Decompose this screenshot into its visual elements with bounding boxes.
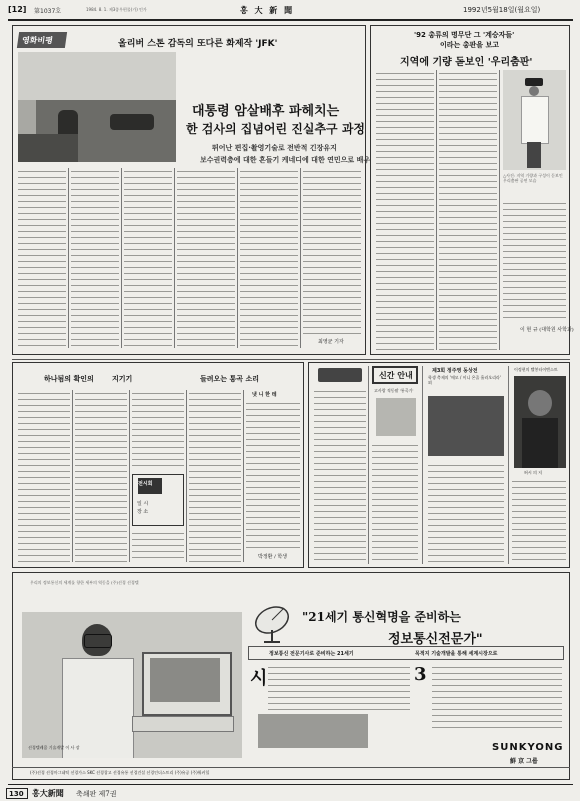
dance-byline: 이 현 규 (대학원 사학과) — [520, 327, 574, 333]
film-body-col6 — [303, 168, 361, 336]
page-number-box — [6, 788, 28, 799]
footer-paper-name: 홍大新聞 — [32, 788, 64, 798]
book-cover-photo — [376, 398, 416, 436]
engineer-photo — [22, 612, 242, 758]
notices-col4 — [512, 478, 566, 562]
ad-headline-line1: "21세기 통신혁명을 준비하는 — [302, 610, 461, 624]
film-badge-label: 영화비평 — [21, 36, 54, 45]
film-headline-line1: 대통령 암살배후 파헤치는 — [192, 104, 340, 119]
column-body-col5 — [246, 400, 300, 550]
weekly-title: 제3회 정주영 동상전 — [432, 368, 478, 374]
ad-left-col-title: 정보통신 전문기사로 준비하는 21세기 — [269, 651, 354, 657]
ad-dropcap-left: 시 — [250, 668, 268, 689]
weekly-photo — [428, 396, 504, 456]
dance-kicker-1: '92 총류의 명무단 그 '계승자들' — [414, 31, 515, 39]
film-subhead-1: 뛰어난 편집·촬영기술로 전반적 긴장유지 — [212, 144, 337, 152]
ad-top-blurb: 우리의 정보통신의 세계를 향한 세부의 역동을 (주)선경 선경텔 — [30, 580, 139, 585]
event-title: 전시회 — [138, 481, 153, 487]
film-subhead-2: 보수권력층에 대한 흔들기 케네디에 대한 연민으로 배우 — [200, 156, 371, 164]
event-label-place: 장 소 — [137, 509, 149, 515]
film-byline: 최영균 기자 — [318, 339, 344, 345]
dance-body-col3 — [503, 200, 566, 320]
ad-headline-line2: 정보통신전문가" — [388, 632, 483, 647]
weekly-subtitle: 학생 축제의 '메모 / 이니 온줄 흘러오리라' 외 — [428, 375, 501, 385]
masthead — [8, 5, 573, 19]
new-release-badge — [372, 366, 418, 384]
group-photo — [258, 714, 368, 748]
film-badge — [17, 32, 67, 48]
portrait-name: 허시 의 저 — [524, 470, 542, 475]
film-body-col3 — [124, 168, 172, 348]
film-body-col4 — [177, 168, 235, 348]
dance-body-col2 — [439, 70, 497, 350]
dance-headline: 지역에 기량 돋보인 '우리춤판' — [400, 57, 533, 68]
column-heading-2: 지기기 — [112, 375, 133, 383]
notices-col2 — [372, 442, 418, 562]
footer-edition: 축쇄판 제7권 — [76, 790, 117, 798]
engineer-caption: 선경텔레콤 기술개발 이 사 장 — [28, 745, 80, 750]
ad-footer-companies: (주)선경 선경마그네틱 선경가스 SKC 선경창고 선경유통 선경건설 선경인더스트리 (주)유공 (주)워커힐 — [30, 770, 210, 775]
issue-date: 1992년5월18일(월요일) — [463, 6, 541, 14]
paper-name: 홍 大 新 聞 — [240, 6, 295, 15]
column-heading-3: 들려오는 통곡 소리 — [200, 375, 259, 383]
column-body-col2 — [75, 390, 127, 562]
new-release-subtitle: 고사랑 적동팔 '통곡기' — [374, 388, 414, 393]
ad-body-left — [268, 664, 410, 712]
portrait-photo — [514, 376, 566, 468]
column-heading-1: 하나됨의 확인의 — [44, 375, 94, 383]
page-number: 130 — [9, 790, 24, 798]
dance-kicker-2: 이라는 총판을 보고 — [440, 41, 499, 49]
satellite-dish-icon — [250, 600, 296, 644]
masthead-rule — [8, 19, 573, 21]
ad-right-col-title: 목적지 기술개발을 통해 세계시장으로 — [415, 651, 498, 657]
film-body-col5 — [240, 168, 298, 348]
dance-body-col1 — [376, 70, 434, 350]
film-headline-line2: 한 검사의 집념어린 진실추구 과정 — [186, 122, 366, 136]
ad-dropcap-right: 3 — [414, 664, 427, 685]
dancer-photo — [503, 70, 566, 170]
notice-badge — [318, 368, 362, 382]
column-body-col3-top — [132, 390, 184, 470]
notices-col3 — [428, 462, 504, 562]
issue-number: 第1037호 — [34, 8, 62, 15]
column-body-col1 — [18, 390, 70, 562]
column-body-col3-bottom — [132, 530, 184, 562]
column-sub-title: 냇 니 한 테 — [252, 392, 277, 398]
event-label-date: 일 시 — [137, 501, 149, 507]
film-body-col2 — [71, 168, 119, 348]
notices-col1 — [314, 388, 366, 562]
column-body-col4 — [189, 390, 241, 562]
film-kicker: 올리버 스톤 감독의 또다른 화제작 'JFK' — [118, 39, 278, 49]
film-still-photo — [18, 52, 176, 162]
sunkyong-logo-sub: 鮮 京 그룹 — [510, 758, 538, 765]
ad-column-header — [248, 646, 564, 660]
film-body-col1 — [18, 168, 66, 348]
sunkyong-logo: SUNKYONG — [492, 742, 564, 753]
ad-body-right — [432, 664, 562, 728]
new-release-title: 신간 안내 — [379, 371, 413, 380]
column-byline: 박정환 / 학생 — [258, 554, 288, 560]
page-bracket: [12] — [8, 5, 27, 14]
dancer-photo-caption: △사진: 지역 기량과 구성이 돋보인 우리춤판 공연 모습 — [503, 173, 563, 183]
portrait-caption: 이정현의 빨봉타이맨스트 — [514, 367, 558, 372]
issue-small-print: 1984. 8. 1. 제3종우편물(가) 인가 — [86, 7, 147, 12]
